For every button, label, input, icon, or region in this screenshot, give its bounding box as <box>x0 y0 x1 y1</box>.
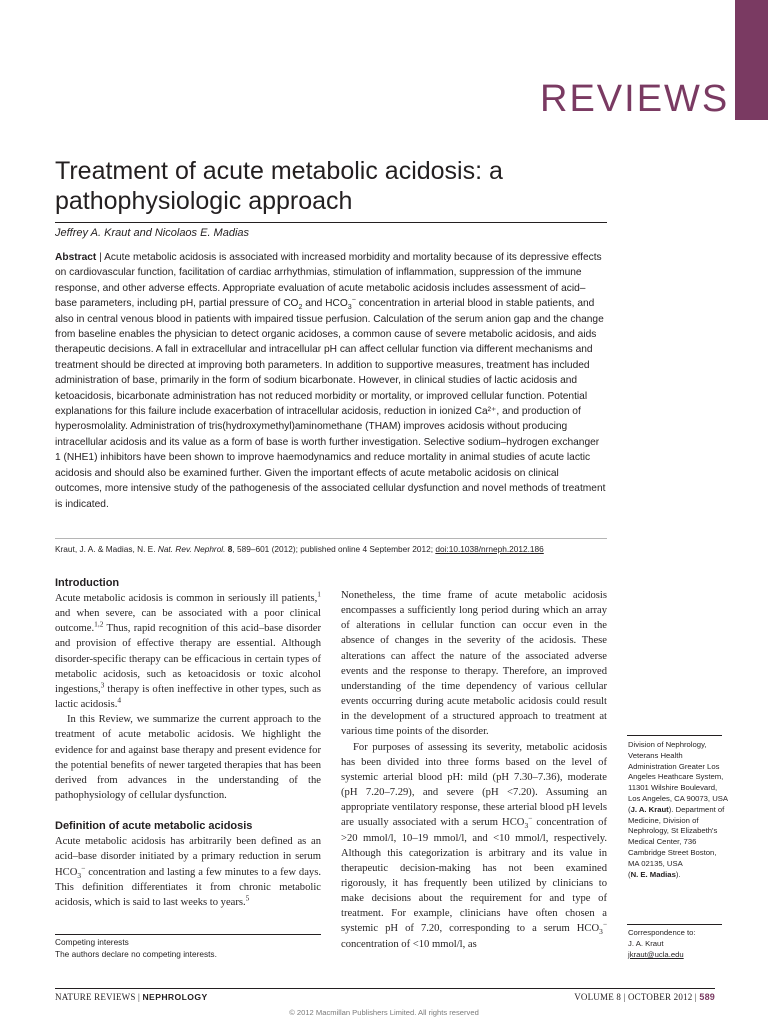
footer-divider <box>55 988 715 989</box>
abstract-divider <box>55 538 607 539</box>
title-divider <box>55 222 607 223</box>
affiliation-1-author: J. A. Kraut <box>630 804 669 814</box>
affiliations: Division of Nephrology, Veterans Health Administration Greater Los Angeles Heathcare System, 11301 Wilshire Boulevard, Los Angeles, CA 90073, USA (J. A. Kraut). Department of Medicine, Division of Nephrology, St Elizabeth's Medical Center, 736 Cambridge Street Boston, MA 02135, USA (N. E. Madias). <box>628 740 729 879</box>
abstract-label: Abstract <box>55 252 97 263</box>
footer-journal: NATURE REVIEWS | NEPHROLOGY <box>55 992 208 1002</box>
competing-interests-text: The authors declare no competing interests. <box>55 949 217 959</box>
heading-definition: Definition of acute metabolic acidosis <box>55 820 253 833</box>
intro-paragraph-2: In this Review, we summarize the current approach to the treatment of acute metabolic acidosis. We highlight the evidence for and against base therapy and present evidence for the potential benefits of newer targeted therapies that has been derived from advances in the understanding of the pathophysiology of cellular dysfunction. <box>55 714 321 802</box>
footer-journal-name: NATURE REVIEWS <box>55 992 136 1002</box>
doi-link[interactable]: doi:10.1038/nrneph.2012.186 <box>435 544 544 554</box>
correspondence-heading: Correspondence to: <box>628 928 696 937</box>
affiliation-1: Division of Nephrology, Veterans Health Administration Greater Los Angeles Heathcare System, 11301 Wilshire Boulevard, Los Angeles, CA 90073, USA <box>628 740 729 803</box>
article-title: Treatment of acute metabolic acidosis: a pathophysiologic approach <box>55 157 503 215</box>
affiliation-divider <box>627 735 722 736</box>
citation-authors: Kraut, J. A. & Madias, N. E. <box>55 544 158 554</box>
citation-volume: 8 <box>225 544 233 554</box>
footer-date: OCTOBER 2012 <box>627 992 693 1002</box>
abstract <box>55 250 607 512</box>
copyright: © 2012 Macmillan Publishers Limited. All rights reserved <box>289 1008 479 1017</box>
citation-journal: Nat. Rev. Nephrol. <box>157 544 226 554</box>
citation <box>55 544 615 554</box>
ref-5[interactable]: 5 <box>245 893 250 903</box>
column-left <box>55 576 321 910</box>
correspondence-email-link[interactable]: jkraut@ucla.edu <box>628 949 684 959</box>
correspondence-name: J. A. Kraut <box>628 938 664 948</box>
mid-paragraph-2: For purposes of assessing its severity, metabolic acidosis has been divided into three forms based on the level of systemic arterial blood pH: mild (pH 7.30–7.36), moderate (pH 7.20–7.29), and severe (pH <7.20). Assuming an appropriate ventilatory response, these arterial blood pH levels are usually associated with a serum $HCO_3^-$ concentration of >20 mmol/l, 10–19 mmol/l, and <10 mmol/l, respectively. Although this categorization is arbitrary and its value in therapeutic decision-making has not been examined rigorously, it has frequently been utilized by clinicians to make decisions about the requirement for and type of treatment. For example, clinicians have often chosen a systemic pH of 7.20, corresponding to a serum $HCO_3^-$ concentration of <10 mmol/l, as <box>341 741 607 950</box>
abstract-sub-2: 3 <box>347 303 352 312</box>
article-authors: Jeffrey A. Kraut and Nicolaos E. Madias <box>55 227 250 239</box>
footer-issue: VOLUME 8 | OCTOBER 2012 | 589 <box>574 992 715 1002</box>
abstract-text-3: concentration in arterial blood in stable patients, and also in central venous blood in patients with impaired tissue perfusion. Calculation of the serum anion gap and the change from baseline enables the physician to detect organic acidoses, a common cause of severe metabolic acidosis, and aids therapeutic decisions. A fall in extracellular and intracellular pH can affect cellular function via different mechanisms and treatment should be directed at improving both parameters. In addition to supportive measures, treatment has included administration of base, primarily in the form of sodium bicarbonate. However, in clinical studies of lactic acidosis and ketoacidosis, bicarbonate administration has not reduced morbidity or mortality, or improved cellular function. Potential explanations for this failure include exacerbation of intracellular acidosis, reduction in ionized Ca²⁺, and production of hyperosmolality. Administration of tris(hydroxymethyl)aminomethane (THAM) improves acidosis without producing intracellular acidosis and its value as a form of base is worth further investigation. Selective sodium–hydrogen exchanger 1 (NHE1) inhibitors have been shown to improve haemodynamics and reduce mortality in animal studies of acute lactic acidosis and should also be examined further. Given the important effects of acute metabolic acidosis on clinical outcomes, more intensive study of the pathogenesis of the associated cellular dysfunction and novel methods of treatment is indicated. <box>55 298 606 510</box>
competing-interests-heading: Competing interests <box>55 937 129 947</box>
accent-bar <box>735 0 768 120</box>
ref-3[interactable]: 3 <box>100 680 105 690</box>
heading-introduction: Introduction <box>55 577 120 589</box>
abstract-text-2: and HCO <box>302 298 348 310</box>
section-label: REVIEWS <box>540 78 730 120</box>
affiliation-2: Department of Medicine, Division of Nephrology, St Elizabeth's Medical Center, 736 Cambridge Street Boston, MA 02135, USA <box>628 804 725 868</box>
abstract-text-1: | Acute metabolic acidosis is associated with increased morbidity and mortality because of its depressive effects on cardiovascular function, facilitation of cardiac arrhythmias, stimulation of inflammation, suppression of the immune response, and other adverse effects. Appropriate evaluation of acute metabolic acidosis includes assessment of acid–base parameters, including pH, partial pressure of CO <box>55 252 602 310</box>
footer-volume: VOLUME 8 <box>574 992 622 1002</box>
ref-4[interactable]: 4 <box>117 695 122 705</box>
ref-1[interactable]: 1 <box>317 589 321 599</box>
intro-paragraph-1: Acute metabolic acidosis is common in seriously ill patients,$^1$ and when severe, can be associated with a poor clinical outcome.$^{1,2}$ Thus, rapid recognition of this acid–base disorder and provision of effective therapy are essential. Although disorder-specific therapy can be efficacious in certain types of metabolic acidosis, such as ketoacidosis or toxic alcohol ingestions,$^3$ therapy is often ineffective in other types, such as lactic acidosis.$^4$ <box>55 589 321 711</box>
affiliation-2-author: N. E. Madias <box>630 869 676 879</box>
mid-paragraph-1: Nonetheless, the time frame of acute metabolic acidosis encompasses a sufficiently long period during which an array of alterations in cellular function can occur even in the absence of changes in the severity of the acidosis. These alterations can affect the nature of the associated adverse events and the response to therapy. Therefore, an improved understanding of the time dependency of various cellular events occurring during acute metabolic acidosis could result in the development of a structured approach to treatment at various time points of the disorder. <box>341 590 607 738</box>
abstract-sup-2: − <box>351 295 356 304</box>
column-middle <box>341 588 607 952</box>
competing-interests-divider <box>55 934 321 935</box>
footer-journal-subject: NEPHROLOGY <box>142 992 208 1002</box>
correspondence <box>628 928 728 960</box>
definition-paragraph: Acute metabolic acidosis has arbitrarily been defined as an acid–base disorder initiated by a primary reduction in serum $HCO_3^-$ concentration and lasting a few minutes to a few days. This definition differentiates it from chronic metabolic acidosis, which is said to last weeks to years.$^5$ <box>55 836 321 908</box>
citation-rest: , 589–601 (2012); published online 4 September 2012; <box>232 544 436 554</box>
page-number: 589 <box>699 992 715 1002</box>
abstract-sub-1: 2 <box>298 303 303 312</box>
ref-1-2[interactable]: 1,2 <box>94 619 104 629</box>
correspondence-divider <box>627 924 722 925</box>
